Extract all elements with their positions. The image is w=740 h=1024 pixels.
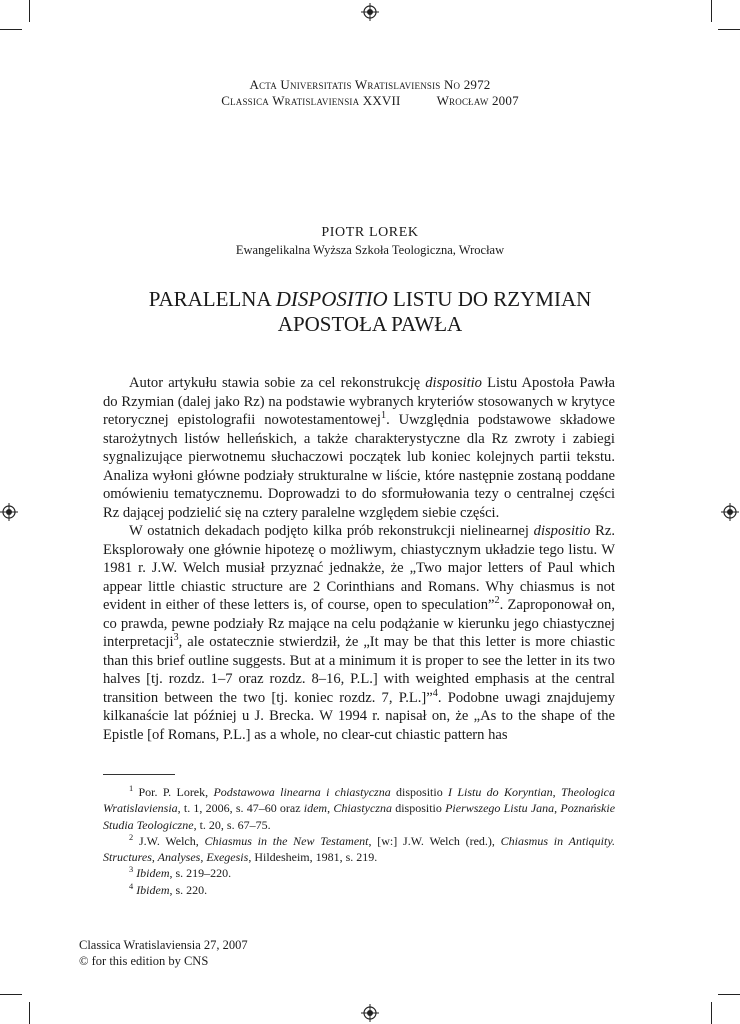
- footnote-1: $^1$ Por. P. Lorek, Podstawowa linearna i chiastyczna dispositio I Listu do Koryntian, Theologica Wratislaviensia, t. 1, 2006, s. 47–60 oraz idem, Chiastyczna dispositio Pierwszego Listu Jana, Poznańskie Studia Teologiczne, t. 20, s. 67–75.: [103, 784, 616, 832]
- author-affiliation: Ewangelikalna Wyższa Szkoła Teologiczna, Wrocław: [235, 243, 505, 257]
- article-body: [103, 374, 615, 744]
- footnote-2: $^2$ J.W. Welch, Chiasmus in the New Testament, [w:] J.W. Welch (red.), Chiasmus in Antiquity. Structures, Analyses, Exegesis, Hildesheim, 1981, s. 219.: [103, 832, 615, 865]
- crop-mark-bottom-left: [29, 1002, 30, 1024]
- registration-crosshair-icon: [361, 1004, 379, 1022]
- crop-mark-top-right-h: [718, 29, 740, 30]
- footnote-ref[interactable]: 3: [173, 632, 179, 644]
- crop-mark-bottom-left-h: [0, 994, 22, 995]
- imprint-copyright: © for this edition by CNS: [79, 953, 209, 968]
- footnote-ref[interactable]: 1: [380, 410, 387, 422]
- crop-mark-top-right: [711, 0, 712, 22]
- registration-crosshair-icon: [361, 3, 379, 21]
- article-title: [0, 287, 740, 337]
- paragraph-main: W ostatnich dekadach podjęto kilka prób rekonstrukcji nielinearnej dispositio Rz. Eksplorowały one głównie hipotezę o możliwym, chiastycznym układzie tego listu. W 1981 r. J.W. Welch musiał przyznać jednakże, że „Two major letters of Paul which appear little chiastic structure are 2 Corinthians and Romans. Why chiasmus is not evident in either of these letters is, of course, open to speculation”$^2$. Zaproponował on, co prawda, pewne podziały Rz mające na celu podążanie w kierunku jego chiastycznej interpretacji$^3$, ale ostatecznie stwierdził, że „It may be that this letter is more chiastic than this brief outline suggests. But at a minimum it is proper to see the letter in its two halves [tj. rozdz. 1–7 oraz rozdz. 8–16, P.L.] with weighted emphasis at the central transition between the two [tj. koniec rozdz. 7, P.L.]”$^4$. Podobne uwagi znajdujemy kilkanaście lat później u J. Brecka. W 1994 r. napisał on, że „As to the shape of the Epistle [of Romans, P.L.] as a whole, no clear-cut chiastic pattern has: [103, 523, 615, 743]
- footnote-divider: [103, 774, 175, 775]
- article-author: PIOTR LOREK: [321, 225, 419, 240]
- registration-crosshair-icon: [0, 503, 18, 521]
- footnote-ref[interactable]: 4: [432, 687, 438, 699]
- title-emphasis: DISPOSITIO: [275, 287, 388, 311]
- crop-mark-top-left-h: [0, 29, 22, 30]
- imprint-journal: Classica Wratislaviensia 27, 2007: [79, 938, 248, 952]
- journal-line: Acta Universitatis Wratislaviensis No 2972: [249, 77, 491, 92]
- journal-header: [0, 77, 740, 109]
- crop-mark-bottom-right: [711, 1002, 712, 1024]
- footnote-4: $^4$ Ibidem, s. 220.: [129, 881, 208, 897]
- crop-mark-bottom-right-h: [718, 994, 740, 995]
- crop-mark-top-left: [29, 0, 30, 22]
- paragraph-abstract: Autor artykułu stawia sobie za cel rekonstrukcję dispositio Listu Apostoła Pawła do Rzymian (dalej jako Rz) na podstawie wybranych kryteriów stosowanych w krytyce retorycznej epistolografii nowotestamentowej$^1$. Uwzględnia podstawowe składowe starożytnych listów helleńskich, a także charakterystyczne dla Rz zwroty i zabiegi sygnalizujące pierwotnemu słuchaczowi początek lub koniec kolejnych partii tekstu. Analiza wyłoni główne podziały strukturalne w liście, które następnie zostaną poddane omówieniu tematycznemu. Doprowadzi to do sformułowania tezy o centralnej części Rz dającej podzielić się na cztery paralelne względem siebie części.: [103, 375, 615, 521]
- series-name: Classica Wratislaviensia XXVII: [221, 93, 401, 108]
- footnote-ref[interactable]: 2: [494, 595, 500, 607]
- title-line-1: PARALELNA DISPOSITIO LISTU DO RZYMIAN: [148, 287, 592, 311]
- footnotes: [103, 784, 615, 898]
- imprint: [79, 938, 248, 969]
- footnote-3: $^3$ Ibidem, s. 219–220.: [129, 865, 232, 881]
- place-year: Wrocław 2007: [436, 93, 519, 108]
- series-line: [0, 93, 740, 109]
- registration-crosshair-icon: [721, 503, 739, 521]
- title-line-2: APOSTOŁA PAWŁA: [277, 312, 463, 336]
